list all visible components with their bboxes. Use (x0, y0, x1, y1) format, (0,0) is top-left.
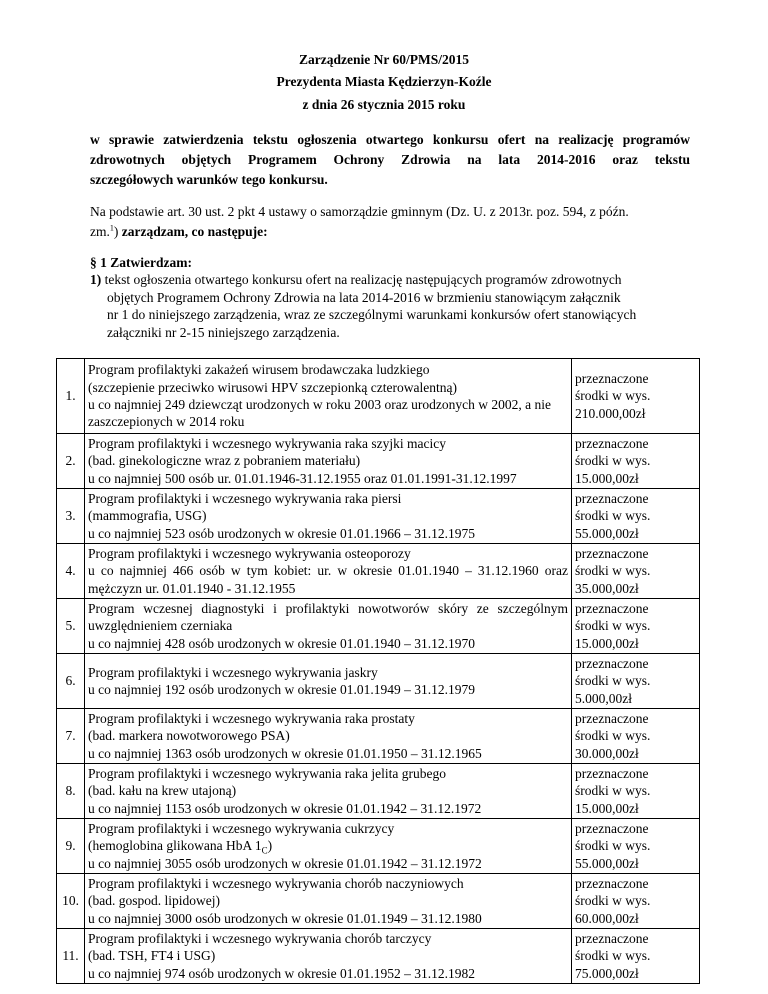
subject-line: w sprawie zatwierdzenia tekstu ogłoszenia otwartego konkursu ofert na realizację programów (90, 132, 690, 147)
program-description (85, 654, 572, 709)
program-description (85, 544, 572, 599)
amount-value: 55.000,00zł (575, 855, 639, 871)
program-line-text: (hemoglobina glikowana HbA 1 (88, 838, 262, 854)
program-description (85, 874, 572, 929)
program-line: u co najmniej 249 dziewcząt urodzonych w roku 2003 oraz urodzonych w 2002, a nie (88, 397, 551, 412)
amount-value: 35.000,00zł (575, 580, 639, 596)
subject-paragraph (90, 130, 690, 190)
program-amount (572, 359, 700, 434)
program-line: mężczyzn ur. 01.01.1940 - 31.12.1955 (88, 580, 296, 596)
document-issuer: Prezydenta Miasta Kędzierzyn-Koźle (276, 74, 492, 89)
list-item-number: 1) (90, 272, 102, 287)
program-line: Program profilaktyki i wczesnego wykrywania raka piersi (88, 491, 402, 507)
program-number: 8. (57, 764, 85, 819)
amount-label: środki w wys. (575, 388, 651, 404)
amount-value: 30.000,00zł (575, 745, 639, 761)
list-item-line: załączniki nr 2-15 niniejszego zarządzenia. (107, 324, 340, 340)
program-number: 10. (57, 874, 85, 929)
program-description (85, 359, 572, 434)
amount-label: przeznaczone (575, 876, 649, 892)
amount-label: przeznaczone (575, 711, 649, 727)
program-description (85, 764, 572, 819)
program-line: Program profilaktyki i wczesnego wykrywania cukrzycy (88, 821, 395, 837)
program-line: u co najmniej 523 osób urodzonych w okresie 01.01.1966 – 31.12.1975 (88, 525, 475, 541)
program-number: 9. (57, 819, 85, 874)
program-amount (572, 929, 700, 984)
program-description (85, 599, 572, 654)
list-item-text: tekst ogłoszenia otwartego konkursu ofert na realizację następujących programów zdrowotnych (104, 272, 622, 287)
amount-label: przeznaczone (575, 766, 649, 782)
list-item-1 (90, 271, 700, 341)
program-line: zaszczepionych w 2014 roku (88, 414, 245, 430)
amount-label: środki w wys. (575, 783, 651, 799)
amount-value: 55.000,00zł (575, 525, 639, 541)
program-number: 5. (57, 599, 85, 654)
subscript-c: C (261, 846, 268, 857)
document-date: z dnia 26 stycznia 2015 roku (302, 97, 466, 112)
program-line: Program profilaktyki i wczesnego wykrywania jaskry (88, 664, 378, 680)
table-row (57, 929, 700, 984)
amount-value: 15.000,00zł (575, 470, 639, 486)
table-row (57, 434, 700, 489)
program-line: u co najmniej 500 osób ur. 01.01.1946-31.12.1955 oraz 01.01.1991-31.12.1997 (88, 470, 517, 486)
legal-basis-line: Na podstawie art. 30 ust. 2 pkt 4 ustawy o samorządzie gminnym (Dz. U. z 2013r. poz. 594, z późn. (90, 204, 629, 219)
amount-label: przeznaczone (575, 371, 649, 387)
table-row (57, 489, 700, 544)
amount-label: przeznaczone (575, 546, 649, 562)
amount-label: środki w wys. (575, 948, 651, 964)
decree-clause: zarządzam, co następuje: (118, 224, 268, 239)
amount-value: 15.000,00zł (575, 635, 639, 651)
amount-label: środki w wys. (575, 728, 651, 744)
program-amount (572, 874, 700, 929)
footnote-mark: 1 (109, 223, 114, 233)
program-line: Program profilaktyki i wczesnego wykrywania raka szyjki macicy (88, 436, 447, 452)
amount-label: środki w wys. (575, 453, 651, 469)
subject-line: szczegółowych warunków tego konkursu. (90, 172, 328, 187)
table-row (57, 654, 700, 709)
program-line: (szczepienie przeciwko wirusowi HPV szczepionką czterowalentną) (88, 379, 457, 395)
program-description (85, 434, 572, 489)
amount-label: przeznaczone (575, 931, 649, 947)
amount-value: 75.000,00zł (575, 965, 639, 981)
program-line: u co najmniej 428 osób urodzonych w okresie 01.01.1940 – 31.12.1970 (88, 635, 475, 651)
amount-label: środki w wys. (575, 893, 651, 909)
program-line: Program profilaktyki i wczesnego wykrywania chorób naczyniowych (88, 876, 464, 892)
program-line: (mammografia, USG) (88, 508, 207, 524)
program-number: 1. (57, 359, 85, 434)
program-amount (572, 764, 700, 819)
program-line: u co najmniej 192 osób urodzonych w okresie 01.01.1949 – 31.12.1979 (88, 682, 475, 697)
program-amount (572, 709, 700, 764)
list-item-line: nr 1 do niniejszego zarządzenia, wraz ze szczególnymi warunkami konkursów ofert stanowiących (107, 307, 637, 322)
program-description (85, 929, 572, 984)
amount-label: przeznaczone (575, 491, 649, 507)
program-amount (572, 819, 700, 874)
program-line: (bad. kału na krew utajoną) (88, 783, 237, 799)
program-line: u co najmniej 3055 osób urodzonych w okresie 01.01.1942 – 31.12.1972 (88, 855, 482, 871)
table-row (57, 599, 700, 654)
table-row (57, 764, 700, 819)
table-row (57, 709, 700, 764)
program-line: u co najmniej 1153 osób urodzonych w okresie 01.01.1942 – 31.12.1972 (88, 800, 482, 816)
program-line: (bad. gospod. lipidowej) (88, 893, 220, 909)
program-amount (572, 599, 700, 654)
amount-label: środki w wys. (575, 563, 651, 579)
amount-label: środki w wys. (575, 673, 651, 689)
amount-label: przeznaczone (575, 436, 649, 452)
program-line: Program wczesnej diagnostyki i profilaktyki nowotworów skóry ze szczególnym (88, 601, 568, 617)
table-row (57, 874, 700, 929)
program-line: Program profilaktyki i wczesnego wykrywania chorób tarczycy (88, 931, 432, 947)
table-row (57, 544, 700, 599)
program-description (85, 709, 572, 764)
subject-line: zdrowotnych objętych Programem Ochrony Zdrowia na lata 2014-2016 oraz tekstu (90, 152, 690, 167)
section-heading: § 1 Zatwierdzam: (90, 255, 192, 270)
legal-basis-paragraph (90, 202, 690, 242)
amount-value: 5.000,00zł (575, 690, 632, 706)
program-line: (bad. TSH, FT4 i USG) (88, 948, 216, 964)
program-amount (572, 544, 700, 599)
amount-label: środki w wys. (575, 508, 651, 524)
program-number: 11. (57, 929, 85, 984)
amount-label: przeznaczone (575, 601, 649, 617)
program-line: u co najmniej 3000 osób urodzonych w okresie 01.01.1949 – 31.12.1980 (88, 910, 482, 926)
program-description (85, 819, 572, 874)
legal-basis-text: zm. (90, 224, 110, 239)
amount-label: przeznaczone (575, 656, 649, 672)
program-number: 2. (57, 434, 85, 489)
program-amount (572, 489, 700, 544)
amount-value: 60.000,00zł (575, 910, 639, 926)
table-row (57, 359, 700, 434)
amount-label: środki w wys. (575, 618, 651, 634)
program-line: (bad. markera nowotworowego PSA) (88, 728, 290, 744)
legal-basis-line (90, 222, 690, 242)
legal-basis-paren: ) (113, 224, 119, 239)
program-line: uwzględnieniem czerniaka (88, 618, 233, 634)
program-line: u co najmniej 466 osób w tym kobiet: ur. w okresie 01.01.1940 – 31.12.1960 oraz (88, 563, 568, 579)
amount-value: 210.000,00zł (575, 405, 646, 421)
program-line: Program profilaktyki i wczesnego wykrywania raka jelita grubego (88, 766, 447, 782)
program-line (88, 837, 568, 857)
program-line: u co najmniej 974 osób urodzonych w okresie 01.01.1952 – 31.12.1982 (88, 965, 475, 981)
programs-table (56, 358, 700, 984)
amount-value: 15.000,00zł (575, 800, 639, 816)
program-line: (bad. ginekologiczne wraz z pobraniem materiału) (88, 453, 361, 469)
amount-label: przeznaczone (575, 821, 649, 837)
program-line: Program profilaktyki i wczesnego wykrywania osteoporozy (88, 546, 411, 562)
table-row (57, 819, 700, 874)
program-description (85, 489, 572, 544)
program-line: u co najmniej 1363 osób urodzonych w okresie 01.01.1950 – 31.12.1965 (88, 745, 482, 761)
program-amount (572, 654, 700, 709)
list-item-line: objętych Programem Ochrony Zdrowia na lata 2014-2016 w brzmieniu stanowiącym załącznik (107, 289, 621, 305)
program-number: 4. (57, 544, 85, 599)
program-line: Program profilaktyki i wczesnego wykrywania raka prostaty (88, 711, 415, 727)
program-number: 7. (57, 709, 85, 764)
program-number: 3. (57, 489, 85, 544)
program-amount (572, 434, 700, 489)
program-line: Program profilaktyki zakażeń wirusem brodawczaka ludzkiego (88, 362, 430, 378)
list-item-first-line (90, 271, 700, 289)
program-line-end: ) (267, 838, 273, 854)
amount-label: środki w wys. (575, 838, 651, 854)
program-number: 6. (57, 654, 85, 709)
document-title: Zarządzenie Nr 60/PMS/2015 (299, 52, 469, 67)
